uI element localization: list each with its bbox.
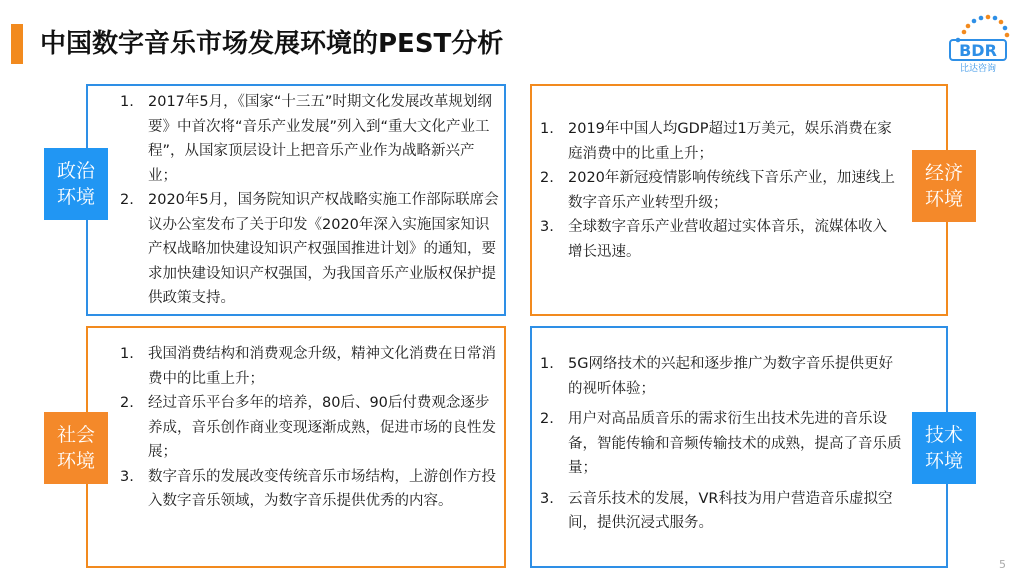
social-tag: 社会 环境 <box>44 412 108 484</box>
list-item: 1. 2019年中国人均GDP超过1万美元，娱乐消费在家庭消费中的比重上升； <box>540 121 892 162</box>
economic-tag: 经济 环境 <box>912 150 976 222</box>
bdr-logo <box>944 10 1014 74</box>
political-tag: 政治 环境 <box>44 148 108 220</box>
list-item: 2. 2020年5月，国务院知识产权战略实施工作部际联席会议办公室发布了关于印发《2020年深入实施国家知识产权战略加快建设知识产权强国推进计划》的通知，要求加快建设知识产权强国，为我国音乐产业版权保护提供政策支持。 <box>120 192 499 306</box>
page-title: 中国数字音乐市场发展环境的PEST分析 <box>40 29 504 59</box>
list-item: 2. 用户对高品质音乐的需求衍生出技术先进的音乐设备，智能传输和音频传输技术的成熟，提高了音乐质量； <box>540 411 902 476</box>
list-item: 3. 全球数字音乐产业营收超过实体音乐，流媒体收入增长迅速。 <box>540 219 887 260</box>
social-list <box>120 342 500 514</box>
page-number: 5 <box>999 558 1006 571</box>
list-item: 1. 我国消费结构和消费观念升级，精神文化消费在日常消费中的比重上升； <box>120 346 496 387</box>
technology-tag: 技术 环境 <box>912 412 976 484</box>
list-item: 2. 2020年新冠疫情影响传统线下音乐产业，加速线上数字音乐产业转型升级； <box>540 170 895 211</box>
technology-list <box>540 352 902 536</box>
logo-text: BDR <box>959 41 997 60</box>
economic-list <box>540 117 900 264</box>
list-item: 1. 5G网络技术的兴起和逐步推广为数字音乐提供更好的视听体验； <box>540 356 893 397</box>
logo-dots-icon <box>956 15 1010 43</box>
logo-subtext: 比达咨询 <box>959 64 997 74</box>
list-item: 1. 2017年5月，《国家“十三五”时期文化发展改革规划纲要》中首次将“音乐产业发展”列入到“重大文化产业工程”，从国家顶层设计上把音乐产业作为战略新兴产业； <box>120 94 492 184</box>
political-list <box>120 90 500 311</box>
list-item: 2. 经过音乐平台多年的培养，80后、90后付费观念逐步养成，音乐创作商业变现逐渐成熟，促进市场的良性发展； <box>120 395 496 460</box>
title-accent-bar <box>11 24 23 64</box>
list-item: 3. 数字音乐的发展改变传统音乐市场结构，上游创作方投入数字音乐领域，为数字音乐提供优秀的内容。 <box>120 468 496 509</box>
list-item: 3. 云音乐技术的发展，VR科技为用户营造音乐虚拟空间，提供沉浸式服务。 <box>540 490 893 531</box>
